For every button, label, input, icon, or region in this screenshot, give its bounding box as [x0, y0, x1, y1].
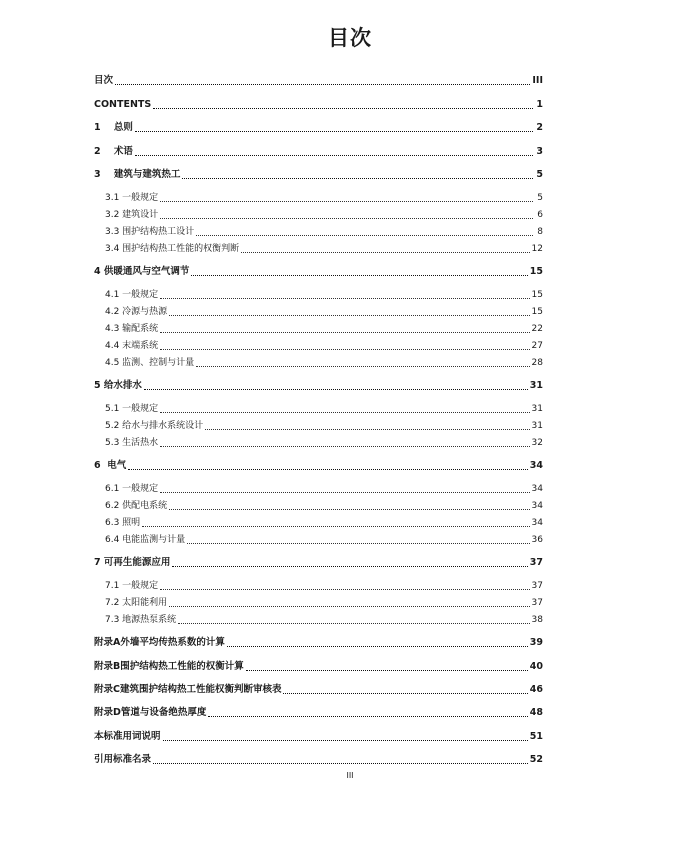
- toc-subentry[interactable]: [105, 191, 543, 205]
- dot-leader: [160, 218, 533, 219]
- dot-leader: [191, 275, 527, 276]
- dot-leader: [169, 606, 529, 607]
- toc-entry-page-number: 34: [529, 460, 543, 471]
- toc-entry-label: 3 建筑与建筑热工: [94, 169, 181, 180]
- dot-leader: [160, 298, 529, 299]
- toc-subentry[interactable]: [105, 339, 543, 353]
- toc-subentry[interactable]: [105, 533, 543, 547]
- toc-subentry[interactable]: [105, 613, 543, 627]
- toc-entry-label: 7.3 地源热泵系统: [105, 615, 177, 625]
- toc-entry[interactable]: [94, 730, 543, 744]
- toc-entry[interactable]: [94, 98, 543, 112]
- toc-subentry[interactable]: [105, 356, 543, 370]
- toc-subentry[interactable]: [105, 288, 543, 302]
- dot-leader: [160, 349, 529, 350]
- toc-subentry[interactable]: [105, 242, 543, 256]
- dot-leader: [205, 429, 529, 430]
- toc-entry-page-number: 37: [529, 557, 543, 568]
- toc-entry[interactable]: [94, 556, 543, 570]
- toc-entry-label: 4.5 监测、控制与计量: [105, 358, 195, 368]
- toc-entry-label: 4.2 冷源与热源: [105, 307, 168, 317]
- toc-entry-page-number: 12: [531, 244, 543, 254]
- toc-entry-page-number: 2: [536, 122, 543, 133]
- toc-entry-page-number: 15: [531, 307, 543, 317]
- toc-entry-page-number: 52: [529, 754, 543, 765]
- dot-leader: [227, 646, 528, 647]
- toc-entry-page-number: III: [532, 75, 543, 86]
- toc-entry-label: 7.1 一般规定: [105, 581, 159, 591]
- toc-entry-page-number: 37: [531, 581, 543, 591]
- toc-entry-label: 6.4 电能监测与计量: [105, 535, 186, 545]
- dot-leader: [160, 446, 529, 447]
- dot-leader: [172, 566, 527, 567]
- toc-entry-label: 7.2 太阳能利用: [105, 598, 168, 608]
- dot-leader: [187, 543, 529, 544]
- toc-entry-label: 5.2 给水与排水系统设计: [105, 421, 204, 431]
- toc-subentry[interactable]: [105, 419, 543, 433]
- toc-entry-page-number: 5: [536, 169, 543, 180]
- dot-leader: [160, 201, 533, 202]
- dot-leader: [163, 740, 528, 741]
- toc-entry[interactable]: [94, 683, 543, 697]
- toc-entry-page-number: 1: [536, 99, 543, 110]
- dot-leader: [169, 509, 529, 510]
- toc-entry-page-number: 27: [531, 341, 543, 351]
- toc-subentry[interactable]: [105, 579, 543, 593]
- toc-entry-page-number: 40: [529, 661, 543, 672]
- toc-entry[interactable]: [94, 265, 543, 279]
- toc-entry-page-number: 15: [531, 290, 543, 300]
- toc-entry-label: 3.3 围护结构热工设计: [105, 227, 195, 237]
- toc-subentry[interactable]: [105, 436, 543, 450]
- toc-entry-label: 4.3 输配系统: [105, 324, 159, 334]
- dot-leader: [135, 155, 533, 156]
- toc-entry-label: 4.4 末端系统: [105, 341, 159, 351]
- dot-leader: [142, 526, 529, 527]
- toc-entry-page-number: 51: [529, 731, 543, 742]
- toc-entry-label: 1 总则: [94, 122, 133, 133]
- toc-entry-page-number: 34: [531, 518, 543, 528]
- toc-entry-label: 5.1 一般规定: [105, 404, 159, 414]
- toc-entry-label: 4.1 一般规定: [105, 290, 159, 300]
- toc-entry-page-number: 31: [529, 380, 543, 391]
- dot-leader: [196, 235, 533, 236]
- dot-leader: [160, 412, 529, 413]
- toc-entry-page-number: 8: [537, 227, 543, 237]
- dot-leader: [144, 389, 528, 390]
- toc-entry[interactable]: [94, 459, 543, 473]
- toc-entry-page-number: 31: [531, 404, 543, 414]
- toc-entry-label: 2 术语: [94, 146, 133, 157]
- toc-entry-label: 附录A外墙平均传热系数的计算: [94, 637, 225, 648]
- toc-entry-label: 附录C建筑围护结构热工性能权衡判断审核表: [94, 684, 282, 695]
- toc-entry-label: 本标准用词说明: [94, 731, 161, 742]
- dot-leader: [135, 131, 533, 132]
- dot-leader: [160, 492, 529, 493]
- toc-entry-label: CONTENTS: [94, 99, 152, 110]
- toc-subentry[interactable]: [105, 402, 543, 416]
- dot-leader: [169, 315, 529, 316]
- dot-leader: [246, 670, 528, 671]
- toc-subentry[interactable]: [105, 482, 543, 496]
- toc-entry-label: 引用标准名录: [94, 754, 152, 765]
- toc-entry-page-number: 31: [531, 421, 543, 431]
- dot-leader: [178, 623, 529, 624]
- dot-leader: [153, 108, 533, 109]
- dot-leader: [208, 716, 527, 717]
- toc-entry-label: 7 可再生能源应用: [94, 557, 171, 568]
- toc-subentry[interactable]: [105, 596, 543, 610]
- toc-entry-label: 5.3 生活热水: [105, 438, 159, 448]
- toc-entry[interactable]: [94, 660, 543, 674]
- toc-entry[interactable]: [94, 74, 543, 88]
- toc-entry-label: 6.2 供配电系统: [105, 501, 168, 511]
- toc-subentry[interactable]: [105, 516, 543, 530]
- toc-entry-page-number: 28: [531, 358, 543, 368]
- toc-entry-label: 3.1 一般规定: [105, 193, 159, 203]
- toc-entry-label: 4 供暖通风与空气调节: [94, 266, 190, 277]
- toc-entry-page-number: 46: [529, 684, 543, 695]
- toc-entry-page-number: 34: [531, 484, 543, 494]
- toc-subentry[interactable]: [105, 499, 543, 513]
- toc-subentry[interactable]: [105, 322, 543, 336]
- toc-entry[interactable]: [94, 145, 543, 159]
- dot-leader: [115, 84, 530, 85]
- toc-subentry[interactable]: [105, 305, 543, 319]
- toc-entry[interactable]: [94, 753, 543, 767]
- toc-entry-label: 3.2 建筑设计: [105, 210, 159, 220]
- toc-subentry[interactable]: [105, 208, 543, 222]
- dot-leader: [153, 763, 528, 764]
- toc-entry-label: 5 给水排水: [94, 380, 142, 391]
- toc-entry-page-number: 32: [531, 438, 543, 448]
- toc-subentry[interactable]: [105, 225, 543, 239]
- toc-entry-page-number: 36: [531, 535, 543, 545]
- toc-entry-label: 附录B围护结构热工性能的权衡计算: [94, 661, 244, 672]
- page-title: 目次: [328, 26, 372, 50]
- toc-entry-page-number: 5: [537, 193, 543, 203]
- dot-leader: [196, 366, 529, 367]
- toc-entry-page-number: 48: [529, 707, 543, 718]
- dot-leader: [283, 693, 527, 694]
- toc-entry-label: 附录D管道与设备绝热厚度: [94, 707, 207, 718]
- toc-entry-page-number: 38: [531, 615, 543, 625]
- toc-entry[interactable]: [94, 636, 543, 650]
- dot-leader: [160, 332, 529, 333]
- toc-entry[interactable]: [94, 121, 543, 135]
- page-number-footer: III: [346, 771, 354, 780]
- toc-entry-page-number: 15: [529, 266, 543, 277]
- toc-entry[interactable]: [94, 706, 543, 720]
- toc-entry-page-number: 3: [536, 146, 543, 157]
- toc-entry-label: 6 电气: [94, 460, 127, 471]
- toc-entry-page-number: 39: [529, 637, 543, 648]
- toc-entry-page-number: 34: [531, 501, 543, 511]
- dot-leader: [182, 178, 533, 179]
- dot-leader: [241, 252, 529, 253]
- toc-entry[interactable]: [94, 168, 543, 182]
- toc-entry-page-number: 22: [531, 324, 543, 334]
- toc-entry-label: 6.3 照明: [105, 518, 141, 528]
- toc-entry-label: 3.4 围护结构热工性能的权衡判断: [105, 244, 240, 254]
- toc-entry[interactable]: [94, 379, 543, 393]
- dot-leader: [160, 589, 529, 590]
- toc-entry-label: 目次: [94, 75, 114, 86]
- toc-entry-page-number: 6: [537, 210, 543, 220]
- toc-entry-page-number: 37: [531, 598, 543, 608]
- toc-entry-label: 6.1 一般规定: [105, 484, 159, 494]
- dot-leader: [128, 469, 528, 470]
